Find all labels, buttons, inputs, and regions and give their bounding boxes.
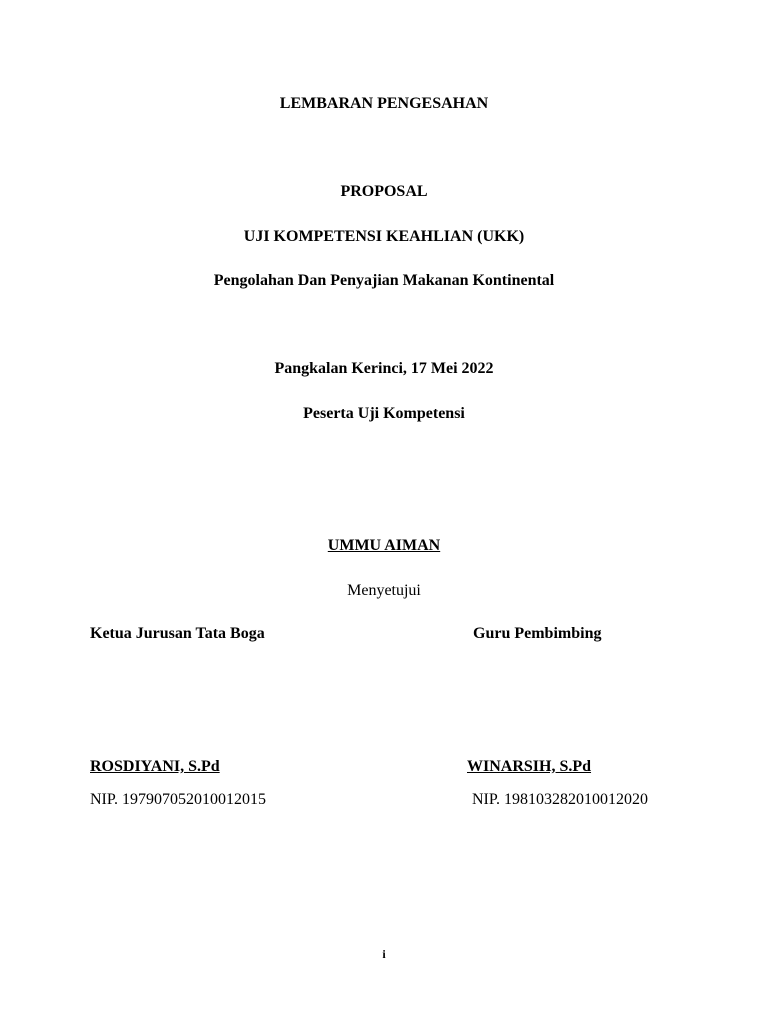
place-date: Pangkalan Kerinci, 17 Mei 2022 [274, 360, 494, 377]
program-title: UJI KOMPETENSI KEAHLIAN (UKK) [243, 228, 525, 245]
right-signatory-role: Guru Pembimbing [473, 625, 602, 642]
subject-title: Pengolahan Dan Penyajian Makanan Kontinental [213, 272, 555, 289]
proposal-label: PROPOSAL [340, 183, 428, 200]
right-signatory-name: WINARSIH, S.Pd [467, 758, 592, 775]
left-signatory-name: ROSDIYANI, S.Pd [90, 758, 220, 775]
participant-label: Peserta Uji Kompetensi [303, 405, 465, 422]
participant-name: UMMU AIMAN [327, 537, 441, 554]
right-signatory-nip: NIP. 198103282010012020 [472, 791, 649, 808]
left-signatory-role: Ketua Jurusan Tata Boga [90, 625, 265, 642]
page-number: i [382, 947, 386, 961]
approval-label: Menyetujui [347, 582, 421, 599]
left-signatory-nip: NIP. 197907052010012015 [90, 791, 267, 808]
page-heading: LEMBARAN PENGESAHAN [279, 95, 489, 112]
